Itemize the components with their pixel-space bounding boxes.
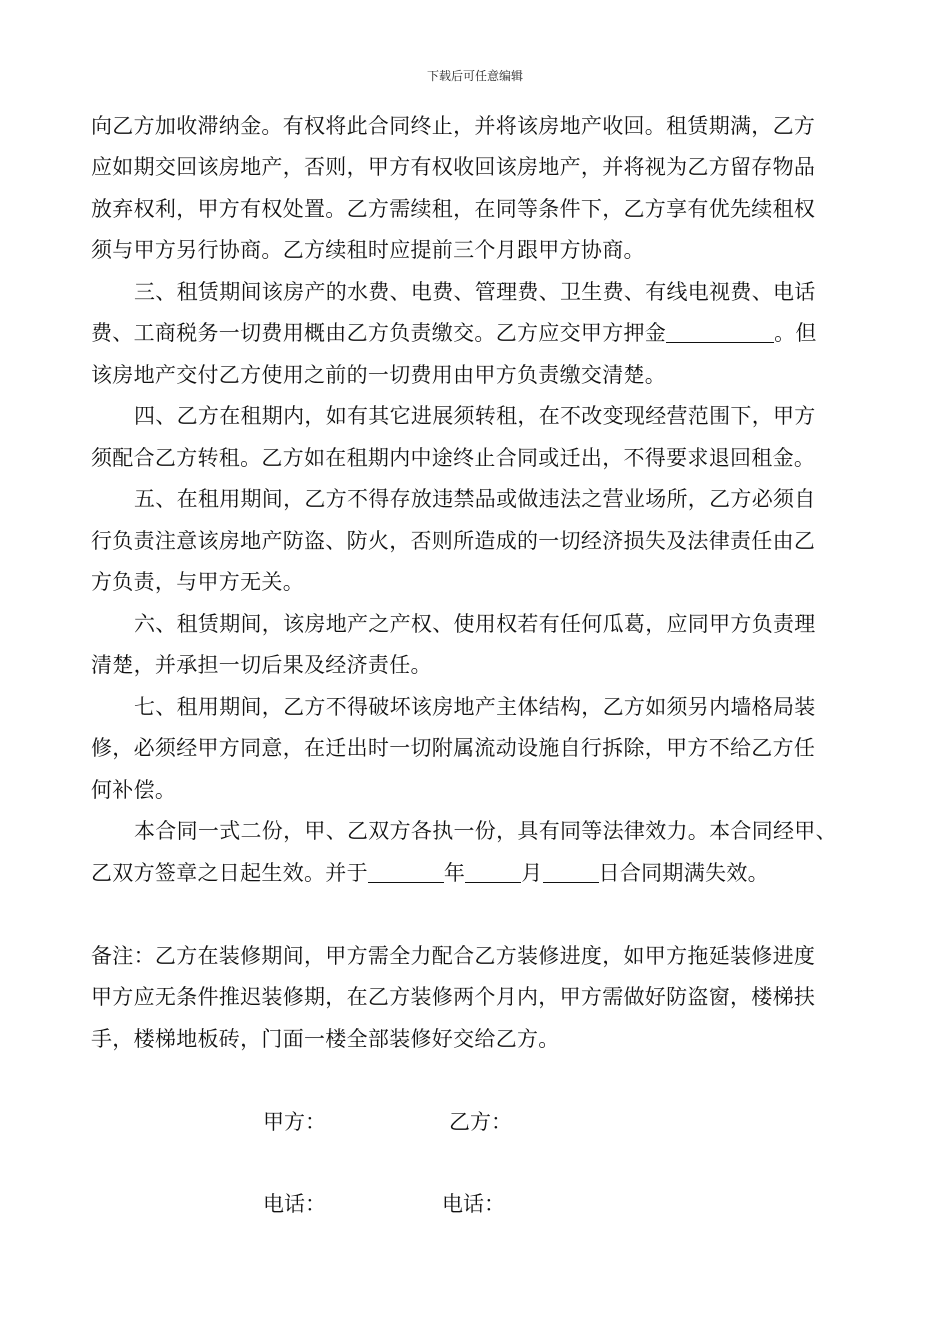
clause-5-line: 行负责注意该房地产防盗、防火，否则所造成的一切经济损失及法律责任由乙 [91,529,816,553]
month-blank [465,862,521,883]
year-blank [368,862,444,883]
clause-7-line: 七、租用期间，乙方不得破坏该房地产主体结构，乙方如须另内墙格局装 [134,695,816,719]
year-label: 年 [443,861,466,885]
final-clause-line [91,859,891,887]
clause-6-line: 六、租赁期间，该房地产之产权、使用权若有任何瓜葛，应同甲方负责理 [134,612,816,636]
day-label-text: 日合同期满失效。 [598,861,769,885]
month-label: 月 [521,861,543,885]
party-a-phone-label: 电话： [263,1192,326,1216]
clause-4-line: 须配合乙方转租。乙方如在租期内中途终止合同或迁出，不得要求退回租金。 [91,446,816,470]
remark-line: 手，楼梯地板砖，门面一楼全部装修好交给乙方。 [91,1027,560,1051]
remark-line: 备注：乙方在装修期间，甲方需全力配合乙方装修进度，如甲方拖延装修进度 [91,944,816,968]
clause-3-text-end: 。但 [774,321,817,345]
body-line: 须与甲方另行协商。乙方续租时应提前三个月跟甲方协商。 [91,238,645,262]
clause-5-line: 五、在租用期间，乙方不得存放违禁品或做违法之营业场所，乙方必须自 [134,487,816,511]
clause-6-line: 清楚，并承担一切后果及经济责任。 [91,653,432,677]
day-blank [543,862,599,883]
party-a-signature-label: 甲方： [263,1110,326,1134]
clause-7-line: 修，必须经甲方同意，在迁出时一切附属流动设施自行拆除，甲方不给乙方任 [91,736,816,760]
clause-4-line: 四、乙方在租期内，如有其它进展须转租，在不改变现经营范围下，甲方 [134,404,816,428]
body-line: 放弃权利，甲方有权处置。乙方需续租，在同等条件下，乙方享有优先续租权 [91,197,816,221]
final-clause-text: 乙双方签章之日起生效。并于 [91,861,368,885]
page-header-note: 下载后可任意编辑 [426,69,523,83]
final-clause-line: 本合同一式二份，甲、乙双方各执一份，具有同等法律效力。本合同经甲、 [134,819,837,843]
body-line: 向乙方加收滞纳金。有权将此合同终止，并将该房地产收回。租赁期满，乙方 [91,114,816,138]
party-b-signature-label: 乙方： [449,1110,512,1134]
party-b-phone-label: 电话： [442,1192,505,1216]
clause-7-line: 何补偿。 [91,778,177,802]
clause-5-line: 方负责，与甲方无关。 [91,570,304,594]
clause-3-text: 费、工商税务一切费用概由乙方负责缴交。乙方应交甲方押金 [91,321,667,345]
deposit-blank [666,322,774,343]
body-line: 应如期交回该房地产，否则，甲方有权收回该房地产，并将视为乙方留存物品 [91,155,816,179]
clause-3-line: 该房地产交付乙方使用之前的一切费用由甲方负责缴交清楚。 [91,363,667,387]
clause-3-line [91,319,891,347]
clause-3-line: 三、租赁期间该房产的水费、电费、管理费、卫生费、有线电视费、电话 [134,280,816,304]
remark-line: 甲方应无条件推迟装修期，在乙方装修两个月内，甲方需做好防盗窗，楼梯扶 [91,985,816,1009]
